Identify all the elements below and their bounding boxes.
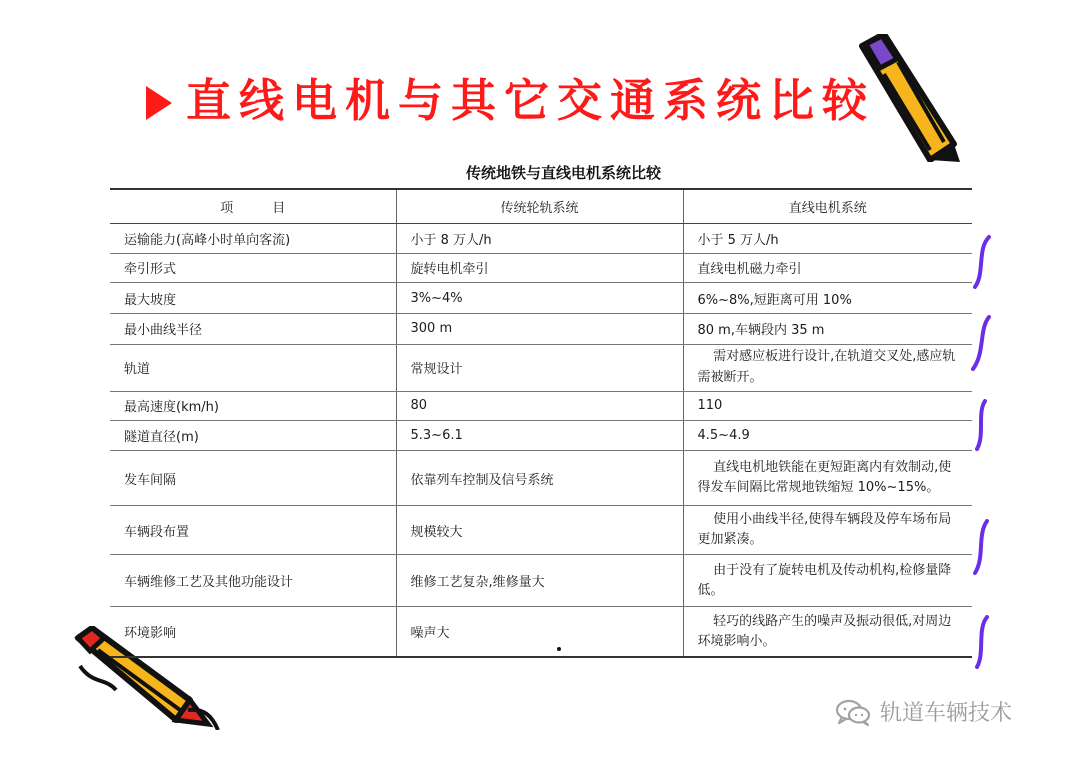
purple-squiggle-decoration: [967, 225, 1003, 705]
wechat-icon: [834, 697, 872, 727]
table-row: [110, 253, 972, 283]
table-row: [110, 224, 972, 254]
cell-item: 最小曲线半径: [110, 313, 396, 344]
cell-traditional: 3%~4%: [396, 283, 683, 314]
cell-traditional: 80: [396, 391, 683, 421]
table-row: [110, 391, 972, 421]
cell-linear: 6%~8%,短距离可用 10%: [683, 283, 972, 314]
header-linear-motor-system: 直线电机系统: [683, 189, 972, 224]
cell-traditional: 旋转电机牵引: [396, 253, 683, 283]
table-row: [110, 506, 972, 555]
pencil-icon: [856, 34, 960, 162]
cell-linear: 由于没有了旋转电机及传动机构,检修量降低。: [683, 555, 972, 607]
cell-item: 环境影响: [110, 607, 396, 657]
cell-traditional: 常规设计: [396, 344, 683, 391]
table-row: [110, 450, 972, 505]
comparison-table: [110, 188, 972, 658]
cell-linear: 80 m,车辆段内 35 m: [683, 313, 972, 344]
table-caption: 传统地铁与直线电机系统比较: [466, 164, 662, 182]
cell-linear: 直线电机地铁能在更短距离内有效制动,使得发车间隔比常规地铁缩短 10%~15%。: [683, 450, 972, 505]
cell-item: 发车间隔: [110, 450, 396, 505]
table-row: [110, 313, 972, 344]
cell-linear: 需对感应板进行设计,在轨道交叉处,感应轨需被断开。: [683, 344, 972, 391]
cell-item: 最大坡度: [110, 283, 396, 314]
comparison-table-wrapper: [110, 188, 972, 658]
cell-item: 最高速度(km/h): [110, 391, 396, 421]
header-traditional-system: 传统轮轨系统: [396, 189, 683, 224]
cell-item: 运输能力(高峰小时单向客流): [110, 224, 396, 254]
watermark-text: 轨道车辆技术: [880, 701, 1013, 726]
cell-item: 车辆维修工艺及其他功能设计: [110, 555, 396, 607]
cell-linear: 直线电机磁力牵引: [683, 253, 972, 283]
cell-traditional: 小于 8 万人/h: [396, 224, 683, 254]
cell-traditional: 依靠列车控制及信号系统: [396, 450, 683, 505]
table-row: [110, 283, 972, 314]
bullet-arrow-icon: [146, 86, 172, 120]
header-item: 项 目: [110, 189, 396, 224]
table-header-row: [110, 189, 972, 224]
cell-linear: 110: [683, 391, 972, 421]
cell-traditional: 噪声大: [396, 607, 683, 657]
cell-linear: 小于 5 万人/h: [683, 224, 972, 254]
cell-item: 隧道直径(m): [110, 421, 396, 451]
slide-title-text: 直线电机与其它交通系统比较: [186, 74, 876, 127]
cell-item: 轨道: [110, 344, 396, 391]
cell-traditional: 规模较大: [396, 506, 683, 555]
cell-traditional: 300 m: [396, 313, 683, 344]
table-row: [110, 607, 972, 657]
cell-traditional: 维修工艺复杂,维修量大: [396, 555, 683, 607]
cell-linear: 轻巧的线路产生的噪声及振动很低,对周边环境影响小。: [683, 607, 972, 657]
cell-linear: 4.5~4.9: [683, 421, 972, 451]
watermark: [834, 696, 1012, 727]
cell-item: 车辆段布置: [110, 506, 396, 555]
cell-item: 牵引形式: [110, 253, 396, 283]
scan-speck: [557, 647, 561, 651]
table-row: [110, 421, 972, 451]
slide-title: [146, 74, 876, 127]
table-row: [110, 555, 972, 607]
cell-traditional: 5.3~6.1: [396, 421, 683, 451]
table-row: [110, 344, 972, 391]
cell-linear: 使用小曲线半径,使得车辆段及停车场布局更加紧凑。: [683, 506, 972, 555]
